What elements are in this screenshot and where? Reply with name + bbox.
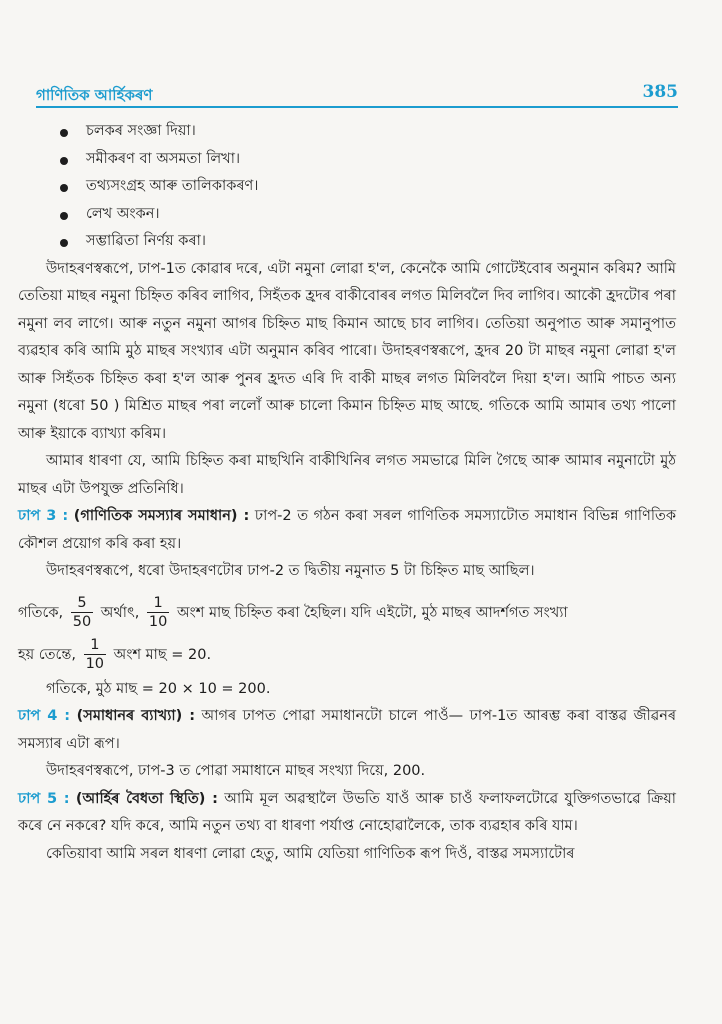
fraction-line-2 xyxy=(18,634,676,676)
fraction-numerator: 5 xyxy=(71,594,93,613)
step-3-label: ঢাপ 3 : xyxy=(18,508,69,524)
fraction-denominator: 50 xyxy=(72,614,92,630)
math-suffix: অংশ মাছ চিহ্নিত কৰা হৈছিল। যদি এইটো, মুঠ মাছৰ আদৰ্শগত সংখ্যা xyxy=(176,604,568,621)
page-number: 385 xyxy=(642,82,678,102)
step-4-text: আগৰ ঢাপত পোৱা সমাধানটো চালে পাওঁ— ঢাপ-1ত আৰম্ভ কৰা বাস্তৱ জীৱনৰ সমস্যাৰ এটা ৰূপ। xyxy=(18,708,677,752)
step-3-text: ঢাপ-2 ত গঠন কৰা সৰল গাণিতিক সমস্যাটোত সমাধান বিভিন্ন গাণিতিক কৌশল প্ৰয়োগ কৰি কৰা হয়। xyxy=(18,508,677,552)
chapter-title: গাণিতিক আৰ্হিকৰণ xyxy=(36,86,153,104)
step-5-heading: (আৰ্হিৰ বৈধতা স্থিতি) : xyxy=(75,790,218,807)
fraction-5-50 xyxy=(71,594,93,631)
fraction-denominator: 10 xyxy=(85,656,105,672)
example-paragraph: উদাহৰণস্বৰূপে, ঢাপ-1ত কোৱাৰ দৰে, এটা নমুনা লোৱা হ'ল, কেনেকৈ আমি গোটেইবোৰ অনুমান কৰিম? আমি তেতিয়া মাছৰ নমুনা চিহ্নিত কৰিব লাগিব, সিহঁতক হ্ৰদৰ বাকীবোৰৰ লগত মিলিবলৈ দিব লাগিব। আকৌ হ্ৰদটোৰ পৰা নমুনা লব লাগে। আৰু নতুন নমুনা আগৰ চিহ্নিত মাছ কিমান আছে চাব লাগিব। তেতিয়া অনুপাত আৰু সমানুপাত ব্যৱহাৰ কৰি আমি মুঠ মাছৰ সংখ্যাৰ এটা অনুমান কৰিব পাৰো। উদাহৰণস্বৰূপে, হ্ৰদৰ 20 টা মাছৰ নমুনা লোৱা হ'ল আৰু সিহঁতক চিহ্নিত কৰা হ'ল আৰু পুনৰ হ্ৰদত এৰি দি বাকী মাছৰ লগত মিলিবলৈ দিয়া হ'ল। আমি পাচত অন্য নমুনা (ধৰো 50 ) মিশ্ৰিত মাছৰ পৰা ললোঁ আৰু চালো কিমান চিহ্নিত মাছ আছে. গতিকে আমি আমাৰ তথ্য পালো আৰু ইয়াকে ব্যাখ্যা কৰিম। xyxy=(18,260,676,442)
step-3-paragraph xyxy=(18,503,676,558)
fraction-numerator: 1 xyxy=(147,594,169,613)
page-body xyxy=(18,118,677,868)
fraction-1-10 xyxy=(147,594,169,631)
step-3-example: উদাহৰণস্বৰূপে, ধৰো উদাহৰণটোৰ ঢাপ-2 ত দ্বিতীয় নমুনাত 5 টা চিহ্নিত মাছ আছিল। xyxy=(46,563,535,579)
math-middle: অৰ্থাৎ, xyxy=(100,604,140,621)
step-4-paragraph xyxy=(18,703,676,758)
fraction-1-10 xyxy=(84,636,106,673)
step-5-paragraph xyxy=(18,786,676,841)
closing-paragraph: কেতিয়াবা আমি সৰল ধাৰণা লোৱা হেতু, আমি যেতিয়া গাণিতিক ৰূপ দিওঁ, বাস্তৱ সমস্যাটোৰ xyxy=(46,845,575,862)
total-fish-equation: গতিকে, মুঠ মাছ = 20 × 10 = 200. xyxy=(46,680,271,697)
list-item: সমীকৰণ বা অসমতা লিখা। xyxy=(86,146,676,174)
step-3-heading: (গাণিতিক সমস্যাৰ সমাধান) : xyxy=(73,508,250,524)
step-4-example: উদাহৰণস্বৰূপে, ঢাপ-3 ত পোৱা সমাধানে মাছৰ সংখ্যা দিয়ে, 200. xyxy=(46,763,426,779)
page-header xyxy=(36,84,678,110)
step-5-label: ঢাপ 5 : xyxy=(18,790,70,807)
math-suffix: অংশ মাছ = 20. xyxy=(113,646,212,663)
list-item: লেখ অংকন। xyxy=(86,201,676,229)
fraction-numerator: 1 xyxy=(84,636,106,655)
list-item: তথ্যসংগ্ৰহ আৰু তালিকাকৰণ। xyxy=(86,173,676,201)
math-prefix: হয় তেন্তে, xyxy=(18,646,76,663)
list-item: চলকৰ সংজ্ঞা দিয়া। xyxy=(86,118,676,146)
math-prefix: গতিকে, xyxy=(18,604,64,621)
step-4-heading: (সমাধানৰ ব্যাখ্যা) : xyxy=(76,708,195,724)
bullet-list xyxy=(56,118,676,256)
header-rule xyxy=(36,106,678,108)
step-5-text: আমি মূল অৱস্থালৈ উভতি যাওঁ আৰু চাওঁ ফলাফলটোৱে যুক্তিগতভাৱে ক্ৰিয়া কৰে নে নকৰে? যদি কৰে, আমি নতুন তথ্য বা ধাৰণা পৰ্যাপ্ত নোহোৱালৈকে, তাক ব্যৱহাৰ কৰি যাম। xyxy=(18,790,677,834)
assumption-paragraph: আমাৰ ধাৰণা যে, আমি চিহ্নিত কৰা মাছখিনি বাকীখিনিৰ লগত সমভাৱে মিলি গৈছে আৰু আমাৰ নমুনাটো মুঠ মাছৰ এটা উপযুক্ত প্ৰতিনিধি। xyxy=(18,453,676,497)
step-4-label: ঢাপ 4 : xyxy=(18,708,71,724)
fraction-line-1 xyxy=(18,592,676,634)
list-item: সম্ভাৱিতা নিৰ্ণয় কৰা। xyxy=(86,228,676,256)
fraction-denominator: 10 xyxy=(148,614,168,630)
